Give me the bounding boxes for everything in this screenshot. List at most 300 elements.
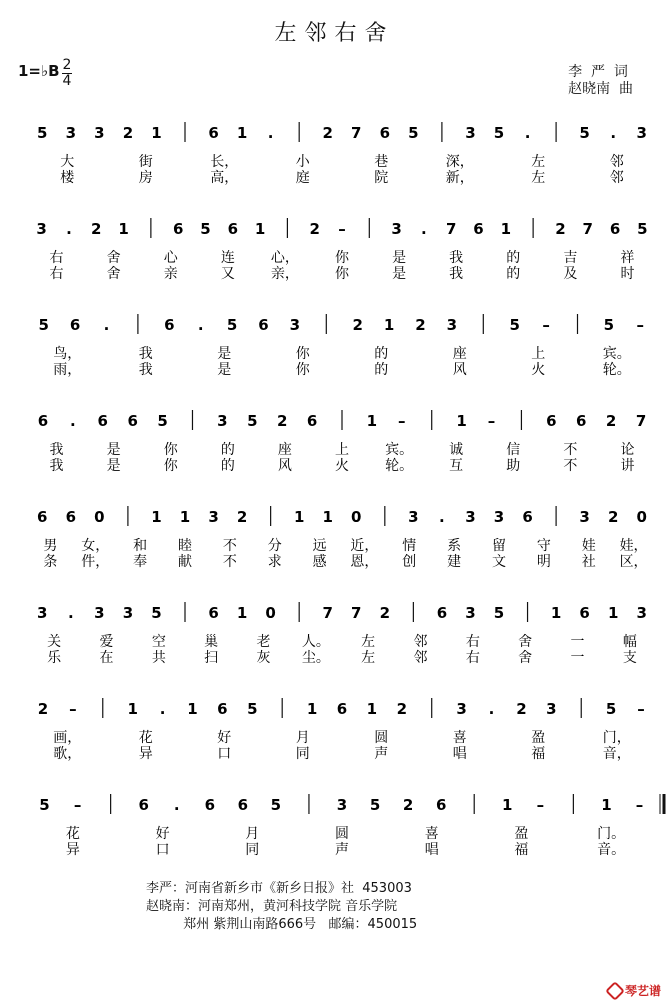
lyric: 恩， [350,554,379,570]
lyric: 风 [452,362,467,378]
note: 6 [579,604,590,622]
note: – [536,796,545,814]
lyric: 福 [514,842,529,858]
lyric: 不 [563,442,578,458]
lyric: 歌， [53,746,82,762]
lyric: 尘。 [301,650,330,666]
lyric: 好 [155,826,170,842]
lyric: 鸟， [53,346,82,362]
lyric: 左 [531,154,546,170]
note: 6 [97,412,108,430]
note: 1 [179,508,191,526]
time-top: 2 [62,57,72,73]
note: – [542,316,550,334]
lyric: 月 [295,730,310,746]
note: 6 [576,412,587,430]
note: 1 [151,124,162,142]
lyric: 你 [163,442,178,458]
lyric: 喜 [424,826,439,842]
key-signature: 1=♭B [18,62,60,80]
logo [608,982,661,999]
lyric: 座 [277,442,292,458]
note: 6 [609,220,621,238]
lyric: 圆 [335,826,349,842]
lyric: 我 [449,250,464,266]
lyric: 是 [106,458,121,474]
lyric: 我 [138,346,153,362]
note: 6 [436,604,448,622]
lyric: 不 [222,538,237,554]
lyric: 圆 [374,730,389,746]
lyric: 娃 [581,538,596,554]
note: . [159,700,166,718]
note: 1 [366,412,378,430]
note: 5 [493,124,505,142]
lyric: 男 [43,538,58,554]
note: 2 [396,700,408,718]
note: 3 [122,604,134,622]
footer-line: 郑州 紫荆山南路666号 邮编：450015 [146,917,418,932]
lyric: 论 [620,442,635,458]
note: 3 [636,124,647,142]
lyric: 口 [155,842,170,858]
note: 6 [138,796,149,814]
lyric: 我 [49,442,64,458]
note: . [488,700,495,718]
lyric: 小 [295,154,310,170]
note: 6 [172,220,184,238]
note: . [267,124,274,142]
lyric: 情 [402,538,417,554]
lyric: 空 [151,634,166,650]
note: – [338,220,346,238]
note: 3 [465,508,476,526]
note: 5 [509,316,520,334]
lyric: 门， [602,730,631,746]
lyric: 盈 [514,826,529,842]
note: 5 [270,796,282,814]
lyric: 福 [531,746,546,762]
note: 1 [254,220,266,238]
note: 1 [456,412,467,430]
logo-text: 琴艺谱 [624,984,661,998]
note: 1 [322,508,333,526]
note: 6 [473,220,484,238]
note: 5 [247,700,258,718]
lyric: 系 [447,538,462,554]
lyric: 风 [277,458,292,474]
lyricist-credit: 李 严 词 [568,64,628,80]
lyric: 右 [465,650,480,666]
note: 1 [366,700,378,718]
lyric: 求 [267,554,282,570]
note: 1 [293,508,305,526]
note: 5 [39,796,50,814]
note: 2 [309,220,320,238]
note: 3 [446,316,458,334]
note: – [635,796,644,814]
lyric: 音， [602,746,631,762]
lyric: 的 [220,458,235,474]
note: 6 [522,508,533,526]
note: 1 [306,700,318,718]
lyric: 唱 [452,746,467,762]
lyric: 分 [267,538,282,554]
lyric: 大 [60,154,75,170]
lyric: 右 [49,250,64,266]
lyric: 建 [447,554,462,570]
note: 5 [408,124,419,142]
note: . [610,124,617,142]
lyric: 上 [531,346,546,362]
note: – [637,700,645,718]
note: 6 [204,796,216,814]
lyric: 共 [151,650,166,666]
lyric: 的 [220,442,235,458]
lyric: 盈 [531,730,546,746]
note: 2 [415,316,426,334]
lyric: 留 [492,538,506,554]
lyric: 右 [49,266,64,282]
lyric: 同 [245,842,260,858]
note: 6 [258,316,269,334]
note: 3 [94,604,105,622]
lyric: 左 [531,170,546,186]
lyric: 邻 [413,634,428,650]
lyric: 祥 [620,250,635,266]
note: 5 [605,700,617,718]
lyric: 不 [563,458,578,474]
lyric: 雨， [53,362,82,378]
note: 3 [336,796,348,814]
lyric: 右 [465,634,480,650]
lyric: 音。 [597,842,626,858]
note: 1 [236,604,248,622]
lyric: 诚 [449,442,464,458]
note: 0 [94,508,105,526]
lyric: 火 [335,458,349,474]
note: 3 [94,124,105,142]
lyric: 不 [222,554,237,570]
lyric: 的 [374,362,389,378]
lyric: 支 [622,650,637,666]
note: 5 [493,604,505,622]
note: 5 [200,220,211,238]
footer-line: 赵晓南：河南郑州，黄河科技学院 音乐学院 [146,899,398,914]
composer-credit: 赵晓南 曲 [568,81,633,97]
lyric: 和 [133,538,148,554]
note: 5 [247,412,258,430]
lyric: 楼 [60,170,75,186]
note: 6 [208,124,219,142]
note: 5 [37,124,48,142]
lyric: 好 [217,730,232,746]
footer-address [146,880,417,934]
lyric: 人。 [301,634,330,650]
lyric: 心， [270,250,299,266]
lyric: 远 [312,538,327,554]
lyric: 又 [220,266,235,282]
note: . [66,220,72,238]
note: 2 [322,124,333,142]
note: 3 [217,412,228,430]
note: 1 [127,700,138,718]
lyric: 一 [570,634,585,650]
lyric: 爱 [99,634,114,650]
lyric: 的 [374,346,389,362]
lyric: 口 [217,746,232,762]
note: 3 [546,700,557,718]
note: 1 [187,700,198,718]
lyric: 区， [619,554,648,570]
time-bottom: 4 [62,73,72,89]
lyric: 互 [449,458,464,474]
lyric: 吉 [563,250,578,266]
note: 3 [579,508,590,526]
note: – [398,412,406,430]
note: 2 [37,700,49,718]
lyric: 舍 [106,266,121,282]
lyric: 心 [163,250,178,266]
lyric: 近， [350,538,379,554]
lyric: 街 [138,154,153,170]
lyric: 舍 [518,650,533,666]
note: 2 [402,796,414,814]
note: 5 [603,316,615,334]
lyric: 是 [392,250,407,266]
note: – [73,796,82,814]
note: 6 [69,316,81,334]
footer-line: 李严：河南省新乡市《新乡日报》社 453003 [146,881,412,896]
lyric: 社 [581,554,596,570]
lyric: 深， [445,154,474,170]
lyric: 亲 [163,266,178,282]
lyric: 守 [536,538,551,554]
lyric: 声 [374,746,389,762]
note: 1 [383,316,395,334]
lyric: 喜 [452,730,467,746]
note: 5 [151,604,162,622]
lyric: 邻 [609,170,624,186]
lyric: 你 [335,266,349,282]
note: – [487,412,496,430]
note: 1 [236,124,248,142]
note: 5 [579,124,590,142]
lyric: 邻 [609,154,624,170]
note: 1 [151,508,162,526]
lyric: 明 [536,554,551,570]
note: 7 [635,412,647,430]
note: 2 [605,412,617,430]
lyric: 件， [81,554,110,570]
lyric: 我 [49,458,64,474]
note: 6 [306,412,318,430]
lyric: 我 [138,362,153,378]
note: 2 [276,412,288,430]
note: 1 [502,796,513,814]
lyric: 在 [99,650,114,666]
lyric: 火 [531,362,546,378]
lyric: 巷 [374,154,389,170]
note: 6 [217,700,228,718]
note: 1 [607,604,619,622]
lyric: 是 [392,266,407,282]
note: 3 [65,124,77,142]
lyric: 连 [220,250,235,266]
note: 1 [601,796,612,814]
note: 2 [516,700,527,718]
lyric: 巢 [204,634,219,650]
lyric: 声 [335,842,349,858]
note: 0 [265,604,276,622]
lyric: 轮。 [602,362,631,378]
note: 3 [465,604,476,622]
lyric: 座 [452,346,467,362]
lyric: 你 [335,250,349,266]
note: 3 [37,604,48,622]
lyric: 画， [53,730,82,746]
lyric: 献 [178,554,192,570]
note: 1 [550,604,562,622]
note: 1 [500,220,512,238]
note: 7 [322,604,333,622]
note: – [636,316,645,334]
lyric: 高， [210,170,239,186]
note: . [197,316,204,334]
note: 3 [391,220,402,238]
lyric: 睦 [178,538,192,554]
lyric: 你 [295,346,310,362]
lyric: 庭 [295,170,310,186]
note: 7 [445,220,457,238]
lyric: 讲 [620,458,635,474]
note: 6 [379,124,391,142]
lyric: 月 [245,826,260,842]
note: 2 [555,220,566,238]
lyric: 是 [217,362,232,378]
song-title: 左邻右舍 [274,21,395,46]
lyric: 创 [402,554,417,570]
note: 2 [236,508,248,526]
note: 2 [607,508,619,526]
note: 5 [38,316,49,334]
note: 3 [493,508,505,526]
lyric: 时 [620,266,635,282]
lyric: 关 [47,634,62,650]
lyric: 花 [65,826,80,842]
lyric: 门。 [597,826,626,842]
note: 6 [336,700,348,718]
lyric: 左 [361,634,376,650]
note: 3 [289,316,301,334]
lyric: 亲， [270,266,299,282]
note: 2 [91,220,102,238]
note: . [173,796,180,814]
note: – [69,700,77,718]
lyric: 新， [445,170,474,186]
lyric: 上 [335,442,349,458]
note: . [103,316,110,334]
note: 0 [636,508,647,526]
note: 7 [351,604,362,622]
note: 6 [227,220,239,238]
note: . [524,124,531,142]
lyric: 宾。 [385,442,414,458]
lyric: 是 [217,346,232,362]
note: 5 [226,316,238,334]
note: 3 [208,508,219,526]
note: . [421,220,427,238]
lyric: 的 [506,250,521,266]
note: 6 [37,508,48,526]
note: 3 [408,508,419,526]
note: 6 [237,796,249,814]
note: 6 [127,412,138,430]
lyric: 奉 [133,554,148,570]
note: 6 [208,604,219,622]
lyric: 是 [106,442,121,458]
note: 5 [157,412,168,430]
lyric: 异 [65,842,80,858]
note: 6 [164,316,175,334]
note: . [67,604,74,622]
lyric: 灰 [256,650,271,666]
lyric: 的 [506,266,521,282]
note: 2 [352,316,363,334]
lyric: 一 [570,650,585,666]
lyric: 条 [43,554,58,570]
lyric: 唱 [424,842,439,858]
lyric: 女， [81,538,110,554]
note: 2 [379,604,391,622]
note: 6 [435,796,447,814]
lyric: 娃， [619,538,648,554]
lyric: 长， [210,154,239,170]
lyric: 文 [492,554,506,570]
lyric: 舍 [106,250,121,266]
lyric: 幅 [622,634,637,650]
note: . [439,508,445,526]
lyric: 左 [361,650,376,666]
lyric: 房 [138,170,153,186]
note: 1 [118,220,129,238]
lyric: 宾。 [602,346,631,362]
note: 3 [36,220,47,238]
lyric: 轮。 [385,458,414,474]
note: 6 [37,412,49,430]
note: 5 [637,220,648,238]
lyric: 异 [138,746,153,762]
note: 3 [456,700,467,718]
note: 5 [369,796,381,814]
note: 6 [546,412,557,430]
lyric: 乐 [47,650,62,666]
lyric: 助 [506,458,521,474]
lyric: 我 [449,266,464,282]
note: 3 [636,604,647,622]
lyric: 信 [506,442,521,458]
lyric: 邻 [413,650,428,666]
lyric: 你 [295,362,310,378]
note: 3 [465,124,476,142]
logo-icon [605,981,625,1001]
lyric: 感 [312,554,327,570]
lyric: 同 [295,746,310,762]
lyric: 及 [563,266,578,282]
note: 7 [582,220,593,238]
note: 2 [122,124,134,142]
note: 7 [351,124,362,142]
